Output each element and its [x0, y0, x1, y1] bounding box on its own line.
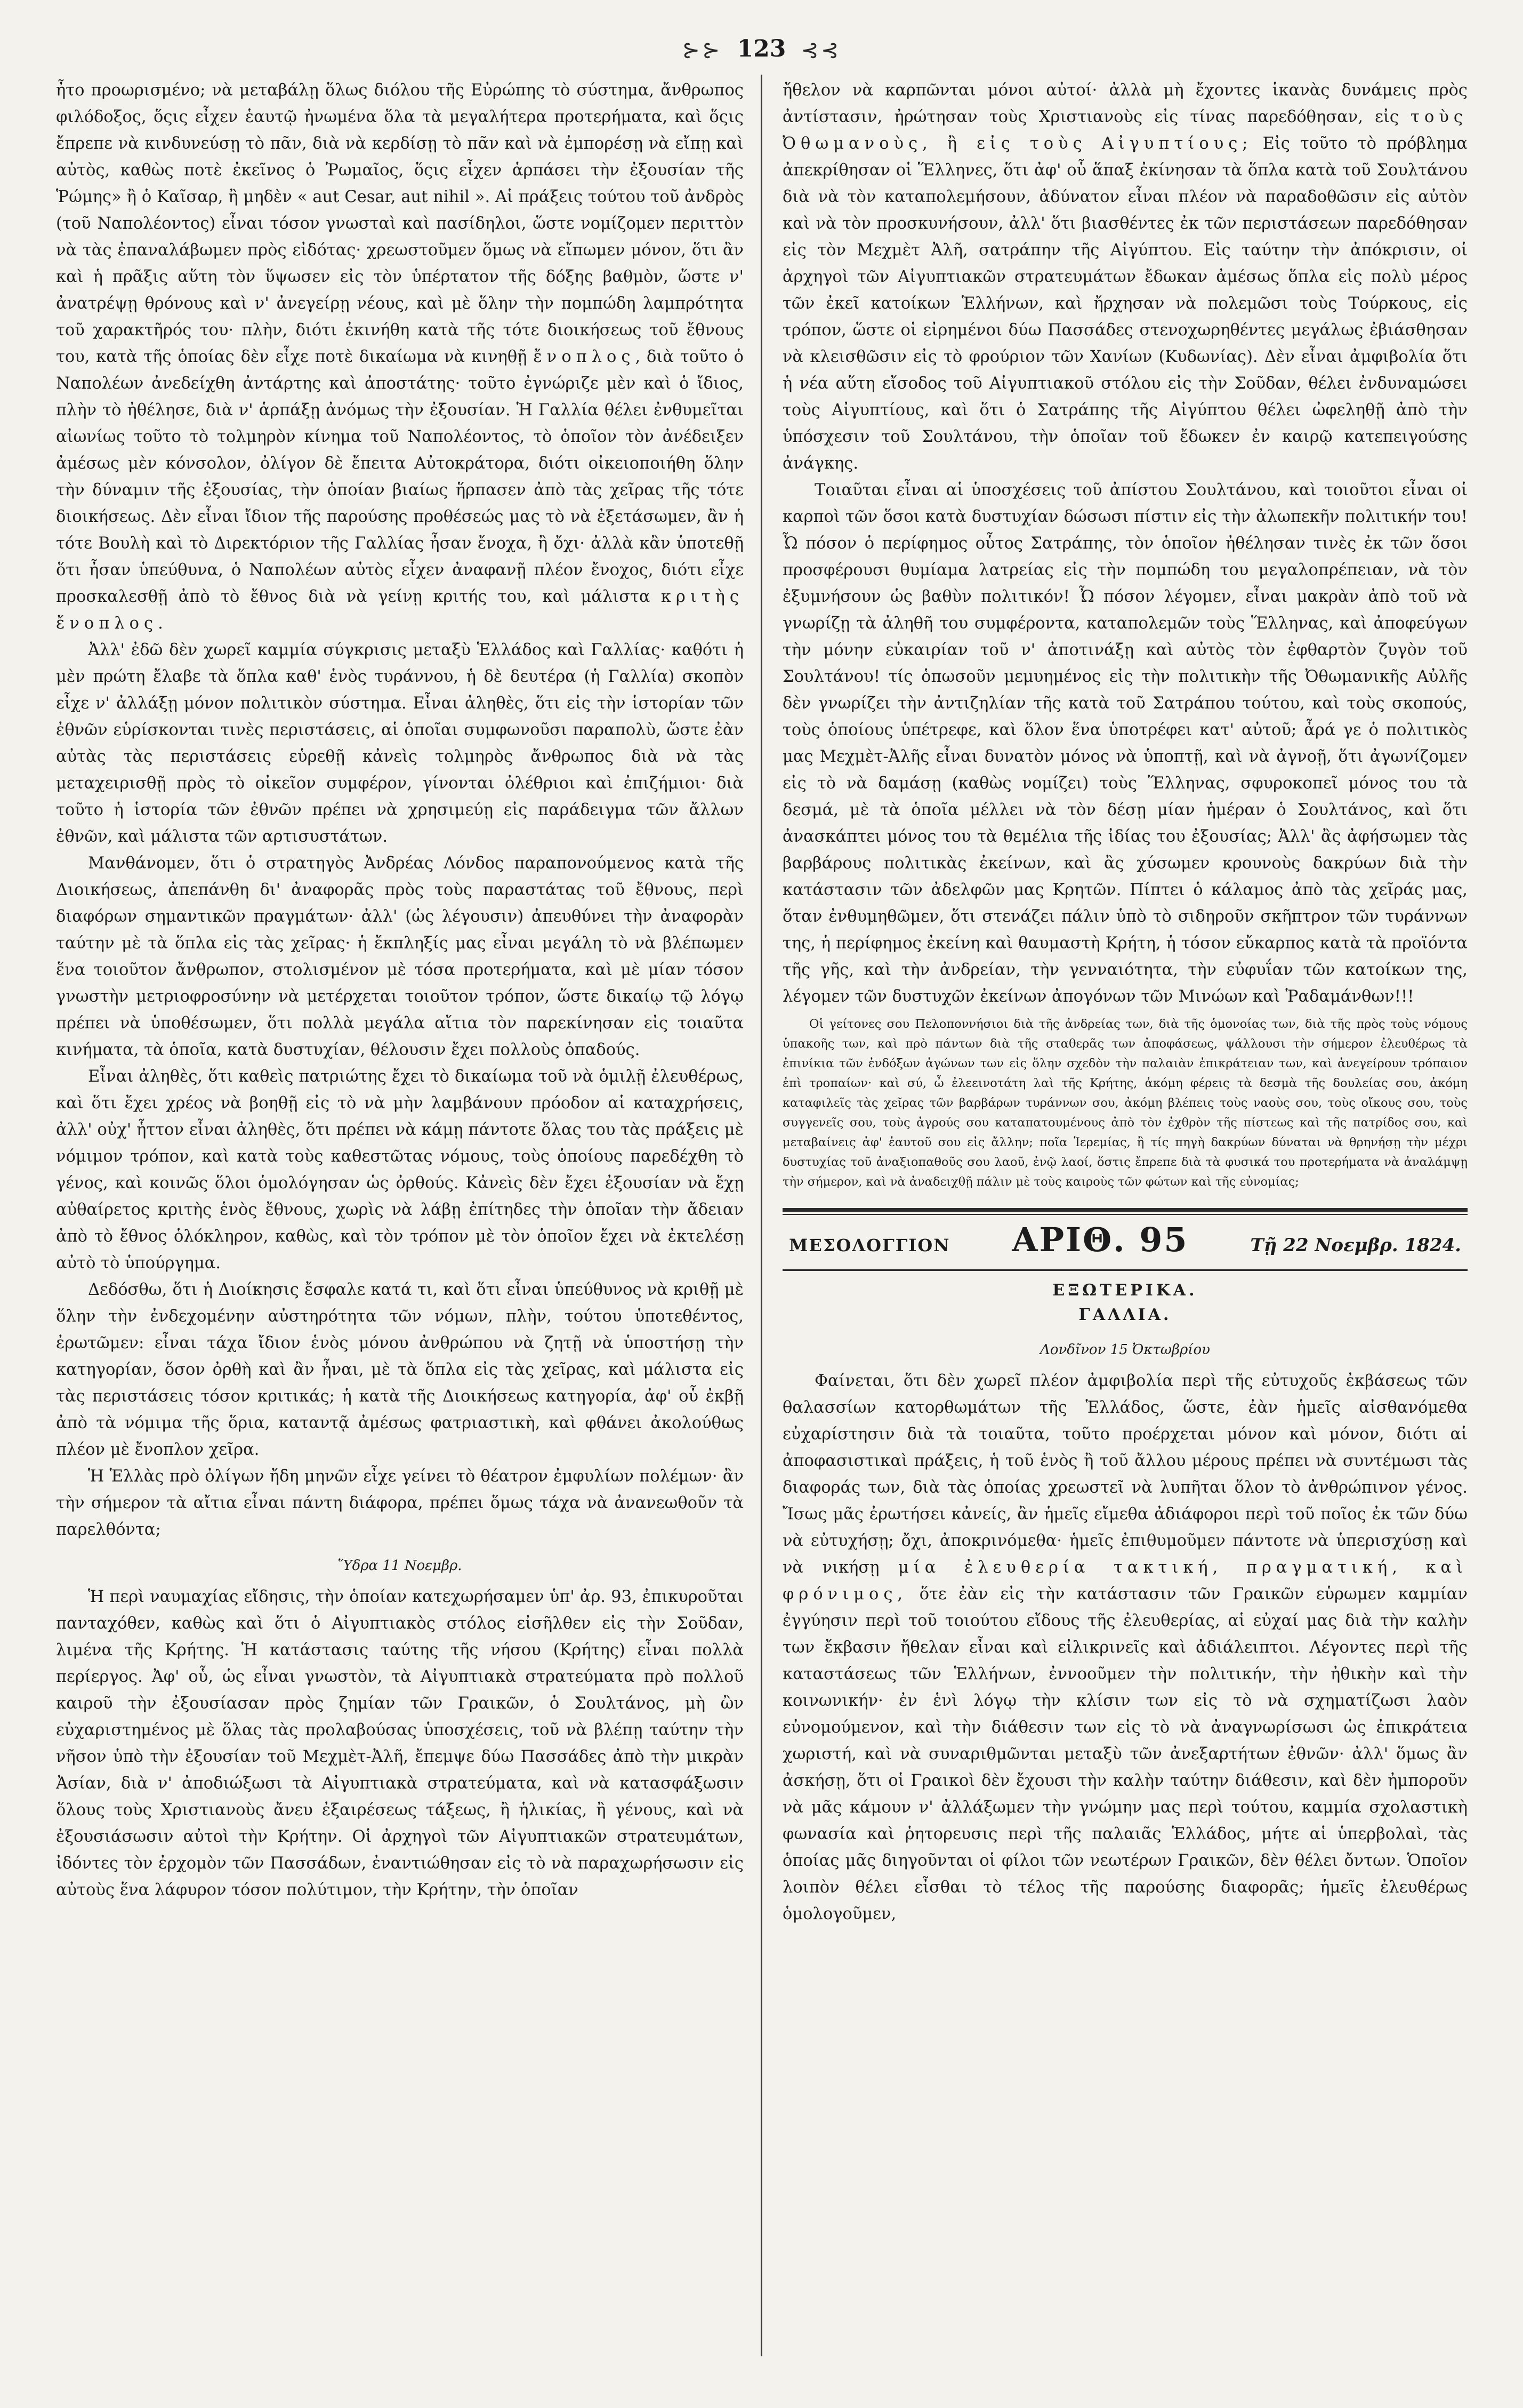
spaced-emphasis: ἔνοπλος: [533, 348, 635, 366]
paragraph-text: Φαίνεται, ὅτι δὲν χωρεῖ πλέον ἀμφιβολία περὶ τῆς εὐτυχοῦς ἐκβάσεως τῶν θαλασσίων κατορθωμάτων τῆς Ἑλλάδος, ὥστε, ἐὰν ἡμεῖς αἰσθανόμεθα εὐχαρίστησιν διὰ τὰ τοιαῦτα, τοῦτο προέρχεται μόνον καὶ μόνον, διότι αἱ ἀποφασιστικαὶ πράξεις, ἡ τοῦ ἑνὸς ἢ τοῦ ἄλλου μέρους πρέπει νὰ συντέμωσι τὰς διαφοράς των, διὰ τὰς ὁποίας χρεωστεῖ νὰ λυπῆται ὅλον τὸ ἀνθρώπινον γένος. Ἴσως μᾶς ἐρωτήσει κἀνείς, ἂν ἡμεῖς εἴμεθα ἀδιάφοροι περὶ τοῦ ποῖος ἐκ τῶν δύω νὰ εὐτυχήσῃ; ὄχι, ἀποκρινόμεθα· ἡμεῖς ἐπιθυμοῦμεν πάντοτε νὰ ὑπερισχύσῃ καὶ νὰ νικήσῃ: [783, 1372, 1468, 1577]
article-paragraph: Μανθάνομεν, ὅτι ὁ στρατηγὸς Ἀνδρέας Λόνδος παραπονούμενος κατὰ τῆς Διοικήσεως, ἀπεπάνθη δι' ἀναφορᾶς πρὸς τοὺς παραστάτας τοῦ ἔθνους, περὶ διαφόρων σημαντικῶν πραγμάτων· ἀλλ' (ὡς λέγουσιν) ἀπευθύνει τὴν ἀναφορὰν ταύτην μὲ τὰ ὅπλα εἰς τὰς χεῖρας· ἡ ἔκπληξίς μας εἶναι μεγάλη τὸ νὰ βλέπωμεν ἕνα τοιοῦτον ἄνθρωπον, στολισμένον μὲ τόσα προτερήματα, καὶ μὲ μίαν τόσον γνωστὴν μετριοφροσύνην νὰ μετέρχεται τοιοῦτον τρόπον, ὥστε δικαίῳ τῷ λόγῳ πρέπει νὰ ὑποθέσωμεν, ὅτι πολλὰ μεγάλα αἴτια τὸν παρεκίνησαν εἰς τοιαῦτα κινήματα, τὰ ὁποῖα, κατὰ δυστυχίαν, θέλουσιν ἔχει πολλοὺς ὀπαδούς.: [56, 854, 744, 1059]
issue-date: Τῇ 22 Νοεμβρ. 1824.: [1250, 1235, 1461, 1256]
article-paragraph: [56, 77, 744, 637]
masthead-rule-under: [783, 1269, 1468, 1271]
paragraph-text: ἤθελον νὰ καρπῶνται μόνοι αὐτοί· ἀλλὰ μὴ ἔχοντες ἱκανὰς δυνάμεις πρὸς ἀντίστασιν, ἠρώτησαν τοὺς Χριστιανοὺς εἰς τίνας παρεδόθησαν, εἰς: [783, 81, 1468, 126]
page-header: [0, 28, 1523, 70]
right-ornament-icon: ⊰⊰: [801, 38, 841, 63]
spaced-emphasis: κριτὴς ἔνοπλος.: [56, 587, 744, 633]
issue-place: ΜΕΣΟΛΟΓΓΙΟΝ: [789, 1235, 950, 1255]
dateline: Λονδῖνον 15 Ὀκτωβρίου: [1040, 1342, 1210, 1358]
article-paragraph: Ἡ περὶ ναυμαχίας εἴδησις, τὴν ὁποίαν κατεχωρήσαμεν ὑπ' ἀρ. 93, ἐπικυροῦται πανταχόθεν, καθὼς καὶ ὅτι ὁ Αἰγυπτιακὸς στόλος εἰσῆλθεν εἰς τὴν Σοῦδαν, λιμένα τῆς Κρήτης. Ἡ κατάστασις ταύτης τῆς νήσου (Κρήτης) εἶναι πολλὰ περίεργος. Ἀφ' οὗ, ὡς εἶναι γνωστὸν, τὰ Αἰγυπτιακὰ στρατεύματα πρὸ πολλοῦ καιροῦ τὴν ἐξουσίασαν πρὸς ζημίαν τῶν Γραικῶν, ὁ Σουλτάνος, μὴ ὢν εὐχαριστημένος μὲ ὅλας τὰς προλαβούσας ὑποσχέσεις, τοῦ νὰ βλέπῃ ταύτην τὴν νῆσον ὑπὸ τὴν ἐξουσίαν τοῦ Μεχμὲτ-Ἀλῆ, ἔπεμψε δύω Πασσάδες ἀπὸ τὴν μικρὰν Ἀσίαν, διὰ ν' ἀποδιώξωσι τὰ Αἰγυπτιακὰ στρατεύματα, καὶ νὰ κατασφάξωσιν ὅλους τοὺς Χριστιανοὺς ἄνευ ἐξαιρέσεως τάξεως, ἢ ἡλικίας, ἢ γένους, καὶ νὰ ἐξουσιάσωσιν αὐτοὶ τὴν Κρήτην. Οἱ ἀρχηγοὶ τῶν Αἰγυπτιακῶν στρατευμάτων, ἰδόντες τὸν ἐρχομὸν τῶν Πασσάδων, ἐναντιώθησαν εἰς τὸ νὰ παραχωρήσωσιν εἰς αὐτοὺς ἕνα λάφυρον τόσον πολύτιμον, τὴν Κρήτην, τὴν ὁποῖαν: [56, 1588, 744, 1899]
article-paragraph: Δεδόσθω, ὅτι ἡ Διοίκησις ἔσφαλε κατά τι, καὶ ὅτι εἶναι ὑπεύθυνος νὰ κριθῇ μὲ ὅλην τὴν ἐνδεχομένην αὐστηρότητα τῶν νόμων, πλὴν, τούτου ὑποτεθέντος, ἐρωτῶμεν: εἶναι τάχα ἴδιον ἑνὸς μόνου ἀνθρώπου νὰ ζητῇ νὰ ὑποστήσῃ τὴν κατηγορίαν, ὅσον ὀρθὴ καὶ ἂν ἦναι, μὲ τὰ ὅπλα εἰς τὰς χεῖρας, καὶ μάλιστα εἰς τὰς περιστάσεις τόσον κριτικάς; ἡ κατὰ τῆς Διοικήσεως κατηγορία, ἀφ' οὗ ἐκβῇ ἀπὸ τὰ νόμιμα τῆς ὅρια, καταντᾷ ἀμέσως φατριαστικὴ, καὶ φθάνει ἀκολούθως πλέον μὲ ἔνοπλον χεῖρα.: [56, 1280, 744, 1459]
page-number: 123: [737, 35, 786, 62]
paragraph-text: Εἰς τοῦτο τὸ πρόβλημα ἀπεκρίθησαν οἱ Ἕλληνες, ὅτι ἀφ' οὗ ἅπαξ ἐκίνησαν τὰ ὅπλα κατὰ τοῦ Σουλτάνου διὰ νὰ τὸν καταπολεμήσουν, ἀδύνατον εἶναι πλέον νὰ παραδοθῶσιν εἰς αὐτὸν καὶ νὰ τὸν προσκυνήσουν, ἀλλ' ὅτι βιασθέντες ἐκ τῶν περιστάσεων παρεδόθησαν εἰς τὸν Μεχμὲτ Ἀλῆ, σατράπην τῆς Αἰγύπτου. Εἰς ταύτην τὴν ἀπόκρισιν, οἱ ἀρχηγοὶ τῶν Αἰγυπτιακῶν στρατευμάτων ἔδωκαν ἀμέσως ὅπλα εἰς πολὺ μέρος τῶν ἐκεῖ κατοίκων Ἑλλήνων, καὶ ἤρχησαν νὰ πολεμῶσι τοὺς Τούρκους, εἰς τρόπον, ὥστε οἱ εἰρημένοι δύω Πασσάδες στενοχωρηθέντες μεγάλως ἐβιάσθησαν νὰ κλεισθῶσιν εἰς τὸ φρούριον τῶν Χανίων (Κυδωνίας). Δὲν εἶναι ἀμφιβολία ὅτι ἡ νέα αὕτη εἴσοδος τοῦ Αἰγυπτιακοῦ στόλου εἰς τὴν Σοῦδαν, θέλει ἐνδυναμώσει τοὺς Αἰγυπτίους, καὶ ὅτι ὁ Σατράπης τῆς Αἰγύπτου θέλει ὠφεληθῇ ἀπὸ τὴν ὑπόσχεσιν τοῦ Σουλτάνου, τὴν ὁποῖαν τοῦ ἔδωκεν ἐν καιρῷ κατεπειγούσης ἀνάγκης.: [783, 134, 1468, 473]
masthead-rule-thick: [783, 1208, 1468, 1212]
article-paragraph: [783, 1368, 1468, 1928]
issue-masthead: [783, 1220, 1468, 1269]
paragraph-text: ὅτε ἐὰν εἰς τὴν κατάστασιν τῶν Γραικῶν εὑρωμεν καμμίαν ἐγγύησιν περὶ τοῦ τοιούτου εἴδους τῆς ἐλευθερίας, αἱ εὐχαί μας διὰ τὴν καλὴν των ἔκβασιν ἤθελαν εἶναι καὶ εἰλικρινεῖς καὶ ἀδιάλειπτοι. Λέγοντες περὶ τῆς καταστάσεως τῶν Ἑλλήνων, ἐννοοῦμεν τὴν πολιτικήν, τὴν ἠθικὴν καὶ τὴν κοινωνικήν· ἐν ἑνὶ λόγῳ τὴν κλίσιν των εἰς τὸ νὰ σχηματίζωσι λαὸν εὐνομούμενον, καὶ τὴν διάθεσιν των εἰς τὸ νὰ ἀναγνωρίσωσι ὡς ἐπικράτεια χωριστή, καὶ νὰ συναριθμῶνται μεταξὺ τῶν ἀνεξαρτήτων ἐθνῶν· ἀλλ' ὅμως ἂν ἀσκήσῃ, ὅτι οἱ Γραικοὶ δὲν ἔχουσι τὴν καλὴν ταύτην διάθεσιν, καὶ δὲν ἠμποροῦν νὰ μᾶς κάμουν ν' ἀλλάξωμεν τὴν γνώμην μας περὶ τούτου, καμμία σχολαστικὴ φωνασία καὶ ῥητορευσις περὶ τῆς παλαιᾶς Ἑλλάδος, μήτε αἱ ὑπερβολαὶ, τὰς ὁποίας μᾶς διηγοῦνται οἱ φίλοι τῶν νεωτέρων Γραικῶν, δὲν θέλει ὄντων. Ὁποῖον λοιπὸν θέλει εἶσθαι τὸ τέλος τῆς παρούσης διαφορᾶς; ἡμεῖς ἐλευθέρως ὁμολογοῦμεν,: [783, 1585, 1468, 1923]
left-ornament-icon: ⊱⊱: [682, 38, 722, 63]
article-paragraph: Ἡ Ἑλλὰς πρὸ ὀλίγων ἤδη μηνῶν εἶχε γείνει τὸ θέατρον ἐμφυλίων πολέμων· ἂν τὴν σήμερον τὰ αἴτια εἶναι πάντη διάφορα, πρέπει ὅμως τάχα νὰ ἀνανεωθοῦν τὰ παρελθόντα;: [56, 1467, 744, 1539]
dateline: Ὕδρα 11 Νοεμβρ.: [337, 1558, 462, 1574]
section-heading: ΕΞΩΤΕΡΙΚΑ.: [1052, 1281, 1198, 1300]
footnote-text: Οἱ γείτονες σου Πελοποννήσιοι διὰ τῆς ἀνδρείας των, διὰ τῆς ὁμονοίας των, διὰ τῆς πρὸς τοὺς νόμους ὑπακοῆς των, καὶ πρὸ πάντων διὰ τῆς σταθερᾶς των ἀποφάσεως, ψάλλουσι τὴν σήμερον ἐλευθέρως τὰ ἐπινίκια τῶν ἐνδόξων ἀγώνων των εἰς ὅλην σχεδὸν τὴν παλαιὰν ἐπικράτειαν των, καὶ ἀνεγείρουν τρόπαιον ἐπὶ τροπαίων· καὶ σύ, ὦ ἐλεεινοτάτη λαὶ τῆς Κρήτης, ἀκόμη φέρεις τὰ δεσμὰ τῆς δουλείας σου, ἀκόμη καταφιλεῖς τὰς χεῖρας τῶν βαρβάρων τυράννων σου, ἀκόμη βλέπεις τοὺς ναοὺς σου, τοὺς οἴκους σου, τοὺς συγγενεῖς σου, τοὺς ἀγρούς σου καταπατουμένους ἀπὸ τὸν ἐχθρὸν τῆς πίστεως καὶ τῆς πατρίδος σου, καὶ μεταβαίνεις ἀφ' ἑαυτοῦ σου εἰς ἄλλην; ποῖα Ἱερεμίας, ἢ τίς πηγὴ δακρύων δύναται νὰ θρηνήσῃ τὴν μέχρι δυστυχίας τοῦ ἀναξιοπαθοῦς σου λαοῦ, ἐνῷ λαοί, ὅστις ἔπρεπε διὰ τὰ φυσικά του προτερήματα νὰ ἀναλάμψῃ τὴν σήμερον, καὶ νὰ ἀναδειχθῇ πάλιν μὲ τοὺς καιροὺς τῶν φώτων καὶ τῆς εὐνομίας;: [783, 1017, 1468, 1189]
left-column: [56, 77, 744, 1904]
spaced-emphasis: μία ἐλευθερία τακτική, πραγματική, καὶ φρόνιμος,: [783, 1558, 1468, 1604]
paragraph-text: ἦτο προωρισμένο; νὰ μεταβάλῃ ὅλως διόλου τῆς Εὐρώπης τὸ σύστημα, ἄνθρωπος φιλόδοξος, ὅςις εἶχεν ἑαυτῷ ἠνωμένα ὅλα τὰ μεγαλήτερα προτερήματα, καὶ ὅςις ἔπρεπε νὰ κινδυνεύσῃ τὸ πᾶν, διὰ νὰ κερδίσῃ τὸ πᾶν καὶ νὰ ἐμπορέσῃ νὰ εἴπῃ καὶ αὐτὸς, καθὼς ποτὲ ἐκεῖνος ὁ Ῥωμαῖος, ὅςις εἶχεν ἁρπάσει τὴν ἐξουσίαν τῆς Ῥώμης» ἢ ὁ Καῖσαρ, ἢ μηδὲν « aut Cesar, aut nihil ». Αἱ πράξεις τούτου τοῦ ἀνδρὸς (τοῦ Ναπολέοντος) εἶναι τόσον γνωσταὶ καὶ πασίδηλοι, ὥστε νομίζομεν περιττὸν νὰ τὰς ἐπαναλάβωμεν πρὸς εἰδότας· χρεωστοῦμεν ὅμως νὰ εἴπωμεν μόνον, ὅτι ἂν καὶ ἡ πρᾶξις αὕτη τὸν ὕψωσεν εἰς τὸν ὑπέρτατον τῆς δόξης βαθμὸν, ὥστε ν' ἀνατρέψῃ θρόνους καὶ ν' ἀνεγείρῃ νέους, καὶ μὲ ὅλην τὴν πομπώδη λαμπρότητα τοῦ χαρακτῆρός του· πλὴν, διότι ἐκινήθη κατὰ τῆς τότε διοικήσεως τοῦ ἔθνους του, κατὰ τῆς ὁποίας δὲν εἶχε ποτὲ δικαίωμα νὰ κινηθῇ: [56, 81, 744, 366]
right-column: [783, 77, 1468, 1928]
spaced-emphasis: τοὺς Ὀθωμανοὺς, ἢ εἰς τοὺς Αἰγυπτίους;: [783, 108, 1468, 153]
article-paragraph: Εἶναι ἀληθὲς, ὅτι καθεὶς πατριώτης ἔχει τὸ δικαίωμα τοῦ νὰ ὁμιλῇ ἐλευθέρως, καὶ ὅτι ἔχει χρέος νὰ βοηθῇ εἰς τὸ νὰ μὴν λαμβάνουν πρόοδον αἱ καταχρήσεις, ἀλλ' οὐχ' ἧττον εἶναι ἀληθὲς, ὅτι πρέπει νὰ κάμῃ πάντοτε ὅλας του τὰς πράξεις μὲ νόμιμον τρόπον, καὶ κατὰ τοὺς καθεστῶτας νόμους, τοὺς ὁποίους παρεδέχθη τὸ γένος, καὶ κοινῶς ὅλοι ὁμολόγησαν ὡς ὀρθούς. Κἀνεὶς δὲν ἔχει ἐξουσίαν νὰ ἔχῃ αὐθαίρετος κριτὴς ἑνὸς ἔθνους, χωρὶς νὰ λάβῃ ἐπίτηδες τὴν ὁποῖαν τὴν ἄδειαν ἀπὸ τὸ ἔθνος ὁλόκληρον, καθὼς, καὶ τὸν τρόπον μὲ τὸν ὁποῖον ἔχει νὰ ἐκτελέσῃ αὐτὸ τὸ ὑπούργημα.: [56, 1067, 744, 1273]
column-divider: [761, 75, 762, 2356]
subsection-heading: ΓΑΛΛΙΑ.: [1078, 1306, 1172, 1324]
footnote: [783, 1014, 1468, 1192]
issue-number: ΑΡΙΘ. 95: [1012, 1220, 1189, 1259]
paragraph-text: , διὰ τοῦτο ὁ Ναπολέων ἀνεδείχθη ἀντάρτης καὶ ἀποστάτης· τοῦτο ἐγνώριζε μὲν καὶ ὁ ἴδιος, πλὴν τὸ ἠθέλησε, διὰ ν' ἁρπάξῃ ἀνόμως τὴν ἐξουσίαν. Ἡ Γαλλία θέλει ἐνθυμεῖται αἰωνίως τοῦτο τὸ τολμηρὸν κίνημα τοῦ Ναπολέοντος, τὸ ὁποῖον τὸν ἀνέδειξεν ἀμέσως μὲν κόνσολον, ὀλίγον δὲ ἔπειτα Αὐτοκράτορα, διότι οἰκειοποιήθη ὅλην τὴν δύναμιν τῆς ἐξουσίας, τὴν ὁποίαν βιαίως ἥρπασεν ἀπὸ τὰς χεῖρας τῆς τότε διοικήσεως. Δὲν εἶναι ἴδιον τῆς παρούσης προθέσεώς μας τὸ νὰ ἐξετάσωμεν, ἂν ἡ τότε Βουλὴ καὶ τὸ Διρεκτόριον τῆς Γαλλίας ἦσαν ἔνοχα, ἢ ὄχι· ἀλλὰ κἂν ὑποτεθῇ ὅτι ἦσαν ὑπεύθυνα, ὁ Ναπολέων αὐτὸς εἶχεν ἀναφανῇ πλέον ἔνοχος, διότι εἶχε προσκαλεσθῇ ἀπὸ τὸ ἔθνος διὰ νὰ γείνῃ κριτής του, καὶ μάλιστα: [56, 348, 744, 606]
masthead-rule-thin: [783, 1214, 1468, 1215]
article-paragraph: [783, 77, 1468, 477]
article-paragraph: Ἀλλ' ἐδῶ δὲν χωρεῖ καμμία σύγκρισις μεταξὺ Ἑλλάδος καὶ Γαλλίας· καθότι ἡ μὲν πρώτη ἔλαβε τὰ ὅπλα καθ' ἑνὸς τυράννου, ἡ δὲ δευτέρα (ἡ Γαλλία) σκοπὸν εἶχε ν' ἀλλάξῃ μόνον πολιτικὸν σύστημα. Εἶναι ἀληθὲς, ὅτι εἰς τὴν ἱστορίαν τῶν ἐθνῶν εὑρίσκονται τινὲς περιστάσεις, αἱ ὁποῖαι συμφωνοῦσι παραπολὺ, ὥστε ἐὰν αὐτὰς τὰς περιστάσεις εὑρεθῇ κἀνεὶς τολμηρὸς ἄνθρωπος διὰ νὰ τὰς μεταχειρισθῇ πρὸς τὸ οἰκεῖον συμφέρον, γίνονται ὀλέθριοι καὶ ἐπιζήμιοι· διὰ τοῦτο ἡ ἱστορία τῶν ἐθνῶν πρέπει νὰ χρησιμεύῃ εἰς παράδειγμα τῶν ἄλλων ἐθνῶν, καὶ μάλιστα τῶν αρτισυστάτων.: [56, 641, 744, 846]
article-paragraph: Τοιαῦται εἶναι αἱ ὑποσχέσεις τοῦ ἀπίστου Σουλτάνου, καὶ τοιοῦτοι εἶναι οἱ καρποὶ τῶν ὅσοι κατὰ δυστυχίαν δώσωσι πίστιν εἰς τὴν ἀλωπεκῆν πολιτικήν του! Ὦ πόσον ὁ περίφημος οὗτος Σατράπης, τὸν ὁποῖον ἠθέλησαν τινὲς ἐκ τῶν ὅσοι προσφέρουσι θυμίαμα λατρείας εἰς τὴν πομπώδη του μεγαλοπρέπειαν, νὰ τὸν ἐξυμνήσουν ὡς βαθὺν πολιτικόν! Ὦ πόσον λέγομεν, εἶναι μακρὰν ἀπὸ τοῦ νὰ γνωρίζῃ τὰ ἀληθῆ του συμφέροντα, καταπολεμῶν τοὺς Ἕλληνας, καὶ ἀποφεύγων τὴν μόνην εὐκαιρίαν τοῦ ν' ἀποτινάξῃ καὶ αὐτὸς τὸν ἐφθαρτὸν ζυγὸν τοῦ Σουλτάνου! τίς ὁπωσοῦν μεμυημένος εἰς τὴν πολιτικὴν τῆς Ὀθωμανικῆς Αὐλῆς δὲν γνωρίζει τὴν ἀντιζηλίαν τῆς κατὰ τοῦ Σατράπου τούτου, καὶ τοὺς σκοπούς, τοὺς ὁποίους ὑπέτρεφε, καὶ ὅλον ἕνα ὑποτρέφει κατ' αὐτοῦ; ἆρά γε ὁ πολιτικὸς μας Μεχμὲτ-Ἀλῆς εἶναι δυνατὸν μόνος νὰ ὑποπτῇ, καὶ νὰ ἀγνοῇ, ὅτι ἀγωνίζομεν εἰς τὸ νὰ δαμάσῃ (καθὼς νομίζει) τοὺς Ἕλληνας, σφυροκοπεῖ μόνος του τὰ δεσμά, μὲ τὰ ὁποῖα μέλλει νὰ τὸν δέσῃ μίαν ἡμέραν ὁ Σουλτάνος, καὶ ὅτι ἀνασκάπτει μόνος του τὰ θεμέλια τῆς ἰδίας του ἐξουσίας; Ἀλλ' ἂς ἀφήσωμεν τὰς βαρβάρους πολιτικὰς ἐκείνων, καὶ ἂς χύσωμεν κρουνοὺς δακρύων διὰ τὴν κατάστασιν τῶν ἀδελφῶν μας Κρητῶν. Πίπτει ὁ κάλαμος ἀπὸ τὰς χεῖράς μας, ὅταν ἐνθυμηθῶμεν, ὅτι στενάζει πάλιν ὑπὸ τὸ σιδηροῦν σκῆπτρον τῶν τυράννων της, ἡ περίφημος ἐκείνη καὶ θαυμαστὴ Κρήτη, ἡ τόσον εὔκαρπος κατὰ τὰ προϊόντα τῆς γῆς, καὶ τὴν ἀνδρείαν, τὴν γενναιότητα, τὴν εὐφυΐαν τῶν κατοίκων της, λέγομεν τῶν δυστυχῶν ἐκείνων ἀπογόνων τῶν Μινώων καὶ Ῥαδαμάνθων!!!: [783, 481, 1468, 1006]
